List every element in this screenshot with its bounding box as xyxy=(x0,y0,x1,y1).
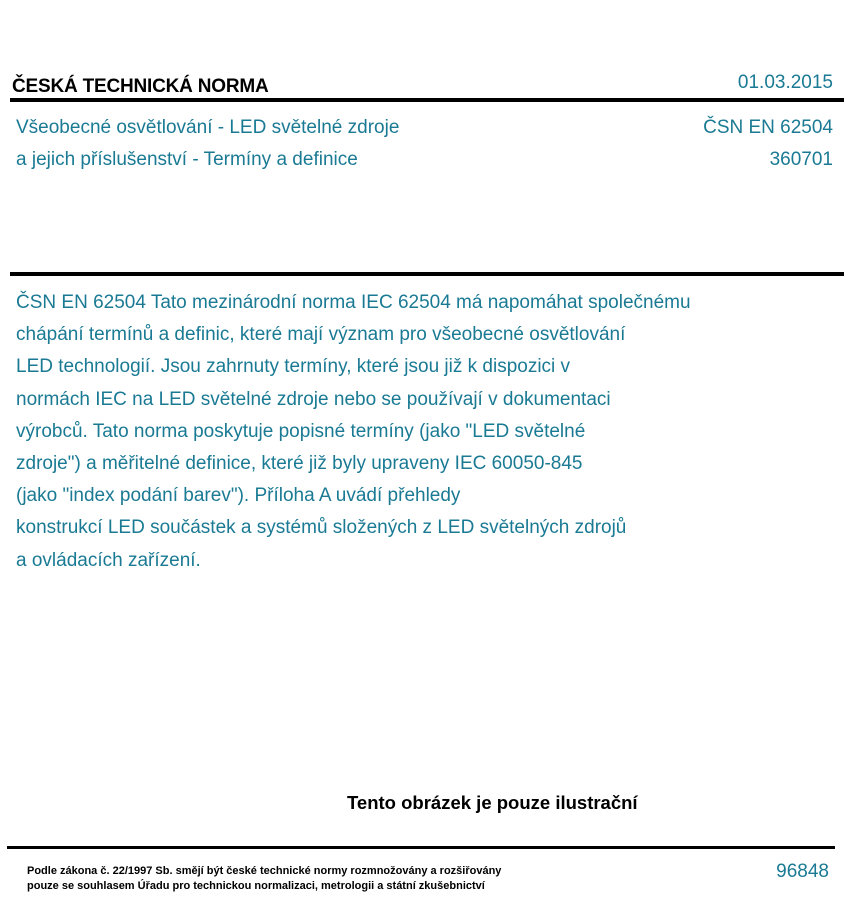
abstract-line: výrobců. Tato norma poskytuje popisné termíny (jako "LED světelné xyxy=(16,420,586,442)
standard-code: ČSN EN 62504 xyxy=(703,117,833,138)
abstract xyxy=(16,287,816,577)
publication-date: 01.03.2015 xyxy=(737,72,833,93)
abstract-divider xyxy=(10,272,844,276)
abstract-line: ČSN EN 62504 Tato mezinárodní norma IEC 62504 má napomáhat společnému xyxy=(16,292,691,313)
abstract-line: chápání termínů a definic, které mají význam pro všeobecné osvětlování xyxy=(16,324,626,346)
standard-title-line-1: Všeobecné osvětlování - LED světelné zdroje xyxy=(16,117,400,138)
document-type-heading: ČESKÁ TECHNICKÁ NORMA xyxy=(12,76,269,97)
classification-number: 360701 xyxy=(769,149,833,170)
abstract-line: (jako "index podání barev"). Příloha A uvádí přehledy xyxy=(16,485,461,507)
abstract-line: konstrukcí LED součástek a systémů složených z LED světelných zdrojů xyxy=(16,517,627,539)
abstract-line: normách IEC na LED světelné zdroje nebo se používají v dokumentaci xyxy=(16,388,611,410)
standard-title-line-2: a jejich příslušenství - Termíny a definice xyxy=(16,149,358,170)
document-id: 96848 xyxy=(776,861,829,882)
illustration-notice: Tento obrázek je pouze ilustrační xyxy=(347,792,638,813)
legal-notice-line-2: pouze se souhlasem Úřadu pro technickou normalizaci, metrologii a státní zkušebnictví xyxy=(27,879,485,892)
header-divider xyxy=(10,98,844,102)
abstract-line: a ovládacích zařízení. xyxy=(16,549,201,571)
abstract-line: LED technologií. Jsou zahrnuty termíny, které jsou již k dispozici v xyxy=(16,356,571,378)
legal-notice xyxy=(27,864,501,893)
abstract-line: zdroje") a měřitelné definice, které již byly upraveny IEC 60050-845 xyxy=(16,453,583,475)
legal-notice-line-1: Podle zákona č. 22/1997 Sb. smějí být české technické normy rozmnožovány a rozšiřovány xyxy=(27,865,502,877)
footer-divider xyxy=(7,846,835,849)
